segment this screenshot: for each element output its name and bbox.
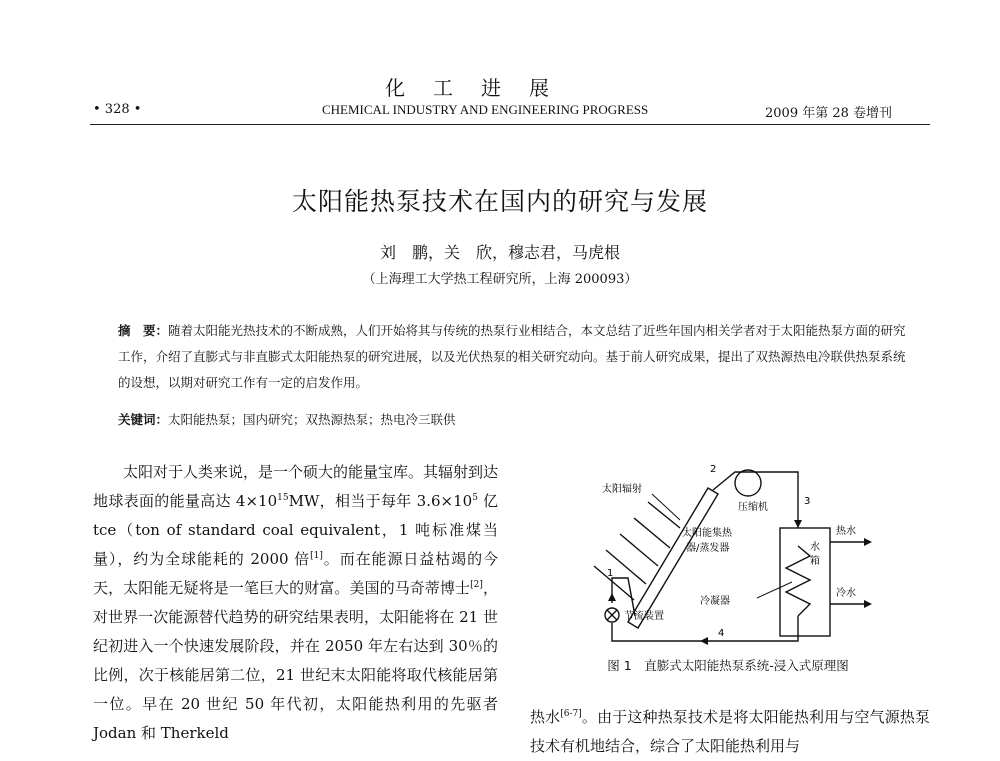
article-title: 太阳能热泵技术在国内的研究与发展: [291, 187, 708, 216]
collector-panel: [628, 488, 718, 628]
body-paragraph: 热水[6-7]。由于这种热泵技术是将太阳能热利用与空气源热泵技术有机地结合，综合了太阳能热利用与: [530, 708, 930, 755]
label-point-1: 1: [607, 568, 614, 579]
page-number: • 328 •: [93, 102, 142, 117]
label-condenser: 冷凝器: [700, 596, 730, 607]
keywords: [118, 410, 908, 428]
citation: [6-7]: [560, 709, 582, 719]
body-paragraph: 太阳对于人类来说，是一个硕大的能量宝库。其辐射到达地球表面的能量高达 $4\times 10^{15}MW$，相当于每年 $3.6\times 10^5$ 亿 tce（ton of standard coal equivalent，1 吨标准煤当量），约为全球能耗的 2000 倍[1]。而在能源日益枯竭的今天，太阳能无疑将是一笔巨大的财富。美国的马奇蒂博士[2]，对世界一次能源替代趋势的研究结果表明，太阳能将在 21 世纪初进入一个快速发展阶段，并在 2050 年左右达到 30％的比例，次于核能居第二位，21 世纪末太阳能将取代核能居第一位。早在 20 世纪 50 年代初，太阳能热利用的先驱者 Jodan 和 Therkeld: [93, 463, 499, 742]
affiliation: （上海理工大学热工程研究所，上海 200093）: [362, 272, 638, 287]
label-hot-water: 热水: [836, 526, 856, 537]
volume-info: 2009 年第 28 卷增刊: [765, 106, 893, 121]
label-point-3: 3: [804, 496, 811, 507]
compressor-symbol: [735, 470, 761, 496]
abstract: [118, 318, 908, 396]
flow-arrow: [608, 593, 616, 601]
label-valve: 节流装置: [624, 611, 664, 622]
keywords-label: 关键词：: [118, 412, 169, 427]
label-point-4: 4: [718, 628, 725, 639]
sun-ray: [620, 534, 658, 566]
journal-title-en: CHEMICAL INDUSTRY AND ENGINEERING PROGRESS: [322, 102, 649, 117]
label-point-2: 2: [710, 464, 717, 475]
label-radiation: 太阳辐射: [602, 484, 642, 495]
abstract-text: 随着太阳能光热技术的不断成熟，人们开始将其与传统的热泵行业相结合，本文总结了近些年国内相关学者对于太阳能热泵方面的研究工作，介绍了直膨式与非直膨式太阳能热泵的研究进展，以及光伏热泵的相关研究动向。基于前人研究成果，提出了双热源热电冷联供热泵系统的设想，以期对研究工作有一定的启发作用。: [118, 323, 906, 390]
label-compressor: 压缩机: [738, 502, 768, 513]
label-cold-water: 冷水: [836, 588, 856, 599]
abstract-label: 摘 要：: [118, 323, 169, 338]
header-rule: [90, 124, 930, 125]
sun-ray: [634, 518, 670, 548]
flow-arrow: [794, 520, 802, 528]
keywords-text: 太阳能热泵；国内研究；双热源热泵；热电冷三联供: [168, 412, 456, 427]
citation: [1]: [310, 551, 323, 561]
label-tank-line2: 箱: [810, 556, 820, 567]
figure-caption: 图 1 直膨式太阳能热泵系统-浸入式原理图: [607, 658, 849, 673]
flow-arrow: [864, 600, 872, 608]
journal-title-cn: 化工进展: [385, 76, 577, 100]
figure-diagram: [560, 458, 900, 653]
flow-arrow: [864, 538, 872, 546]
flow-arrow: [700, 637, 708, 645]
author-list: 刘 鹏，关 欣，穆志君，马虎根: [379, 243, 620, 262]
body-left-column: [93, 458, 498, 748]
label-tank-line1: 水: [810, 542, 820, 553]
citation: [2]: [470, 580, 483, 590]
label-collector-line1: 太阳能集热: [682, 528, 732, 539]
superscript: 5: [472, 493, 478, 503]
sun-ray: [594, 566, 634, 600]
superscript: 15: [277, 493, 289, 503]
body-right-column: [530, 703, 930, 761]
label-collector-line2: 器/蒸发器: [686, 543, 730, 554]
